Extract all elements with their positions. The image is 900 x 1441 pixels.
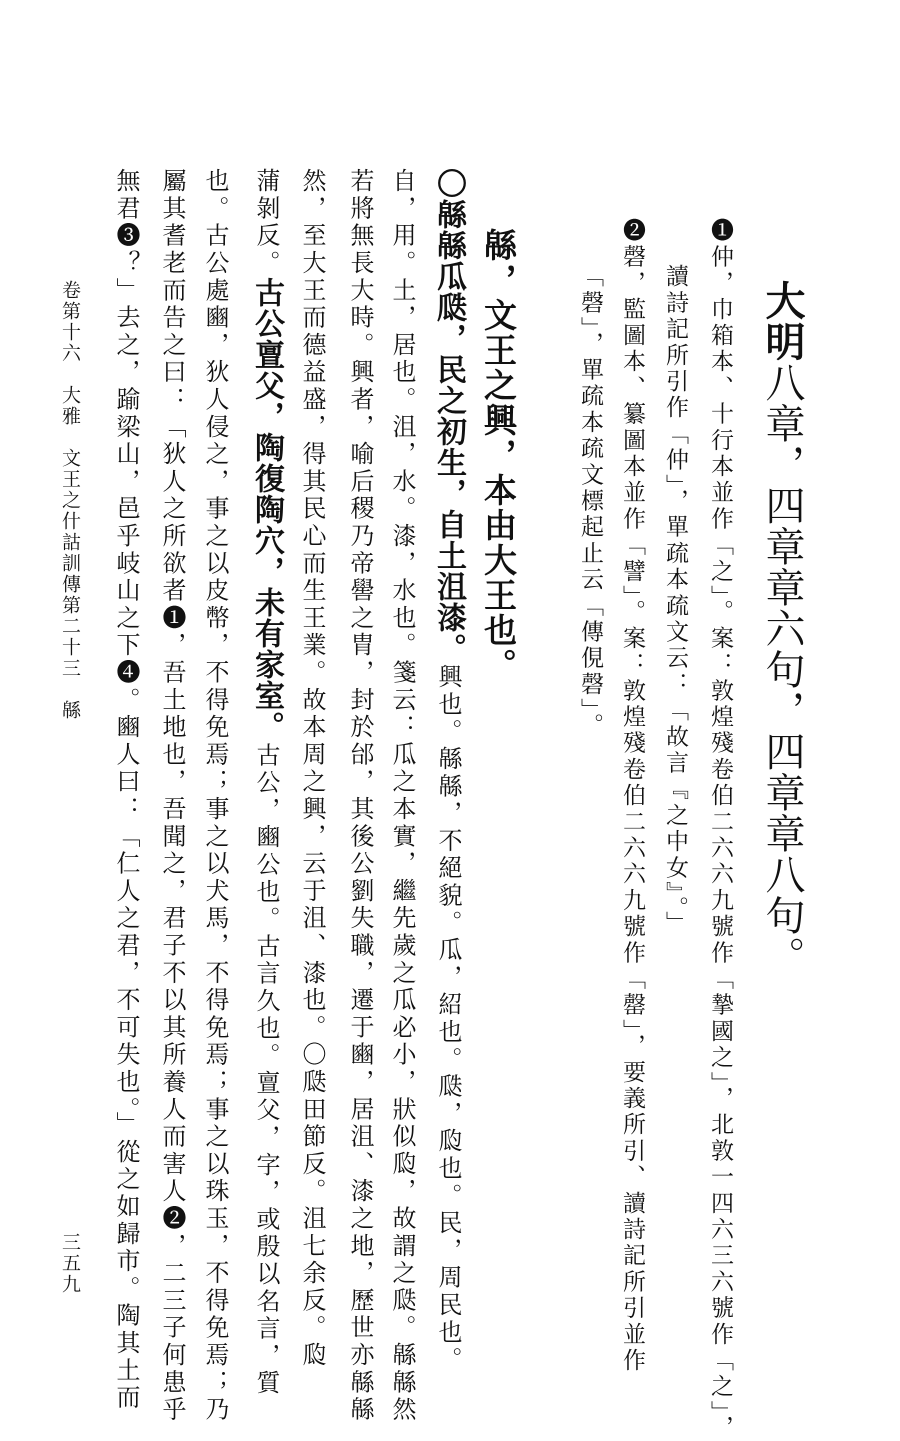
commentary-1: 興也。緜緜，不絕貌。瓜，紹也。瓞，瓝也。民，周民也。 — [434, 664, 462, 1374]
note-marker-1: ❶ — [707, 218, 733, 245]
page-number: 三五九 — [59, 1232, 81, 1295]
body-column-6: 也。古公處豳，狄人侵之，事之以皮幣，不得免焉；事之以犬馬，不得免焉；事之以珠玉，不得免焉；乃 — [201, 168, 229, 1424]
note-text-1a: 仲，巾箱本、十行本並作「之」。案：敦煌殘卷伯二六六九號作「摯國之」，北敦一四六三六號作「之」， — [707, 244, 733, 1441]
chapter-title — [759, 280, 806, 977]
collation-note-1-line-2: 讀詩記所引作「仲」，單疏本疏文云：「故言『之中女』。」 — [662, 264, 688, 937]
body-column-2: 自，用。土，居也。沮，水。漆，水也。箋云：瓜之本實，繼先歲之瓜必小，狀似瓝，故謂之瓞。緜緜然 — [388, 168, 416, 1424]
chapter-title-name: 大明 — [759, 280, 806, 362]
body-column-5 — [249, 168, 284, 1398]
chapter-title-rest: 八章，四章章六句，四章章八句。 — [759, 362, 805, 977]
note-text-2a: 磬，監圖本、纂圖本並作「譬」。案：敦煌殘卷伯二六六九號作「罄」，要義所引、讀詩記所引並作 — [619, 244, 645, 1375]
commentary-5b: 古公，豳公也。古言久也。亶父，字，或殷以名言，質 — [252, 742, 280, 1398]
body-column-3: 若將無長大時。興者，喻后稷乃帝嚳之胄，封於邰，其後公劉失職，遷于豳，居沮、漆之地，歷世亦緜緜 — [346, 168, 374, 1424]
body-column-1 — [431, 168, 466, 1374]
running-head: 卷第十六 大雅 文王之什詁訓傳第二十三 緜 — [59, 280, 81, 721]
note-marker-2: ❷ — [619, 218, 645, 245]
poem-title: 緜，文王之興，本由大王也。 — [479, 228, 518, 683]
collation-note-1-line-1 — [708, 218, 731, 1441]
body-column-7: 屬其耆老而告之曰：「狄人之所欲者❶，吾土地也，吾聞之，君子不以其所養人而害人❷，二三子何患乎 — [158, 168, 186, 1424]
commentary-5a: 蒲剝反。 — [252, 168, 280, 278]
collation-note-2-line-2: 「磬」，單疏本疏文標起止云「傳俔磬」。 — [577, 264, 603, 739]
body-column-4: 然，至大王而德益盛，得其民心而生王業。故本周之興，云于沮、漆也。〇瓞田節反。沮七余反。瓝 — [298, 168, 326, 1370]
collation-note-2-line-1 — [620, 218, 643, 1374]
body-column-8: 無君❸？」去之，踰梁山，邑乎岐山之下❹。豳人曰：「仁人之君，不可失也。」從之如歸市。陶其土而 — [112, 168, 140, 1412]
verse-2: 古公亶父，陶復陶穴，未有家室。 — [249, 277, 284, 743]
verse-1: 〇緜緜瓜瓞，民之初生，自土沮漆。 — [431, 168, 466, 664]
